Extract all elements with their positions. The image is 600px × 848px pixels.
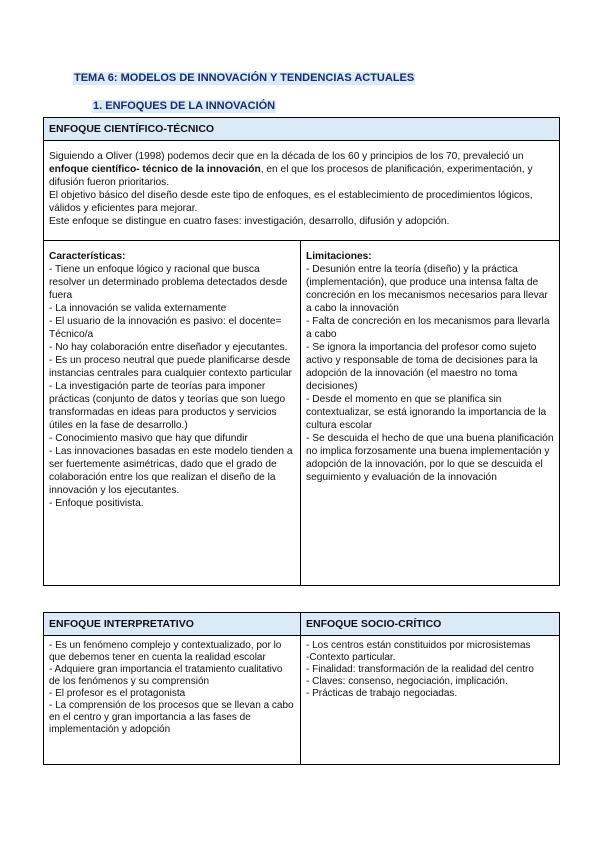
sociocritico-header: ENFOQUE SOCIO-CRÍTICO: [301, 613, 560, 636]
intro-paragraph-3: Este enfoque se distingue en cuatro fases: investigación, desarrollo, difusión y adopción.: [49, 216, 450, 227]
caracteristicas-title: Características:: [49, 251, 126, 262]
list-item: - La comprensión de los procesos que se llevan a cabo en el centro y gran importancia a las fases de implementación y adopción: [49, 700, 294, 735]
list-item: - La innovación se valida externamente: [49, 303, 227, 314]
cientifico-tecnico-table: [43, 117, 560, 586]
list-item: - Se ignora la importancia del profesor como sujeto activo y responsable de toma de decisiones para la adopción de la innovación (el maestro no toma decisiones): [306, 342, 538, 392]
interpretativo-header: ENFOQUE INTERPRETATIVO: [44, 613, 301, 636]
list-item: - El usuario de la innovación es pasivo: el docente= Técnico/a: [49, 316, 282, 340]
list-item: - La investigación parte de teorías para imponer prácticas (conjunto de datos y teorías que son luego transformadas en ideas para productos y servicios útiles en la fase de desarrollo.): [49, 381, 286, 431]
limitaciones-title: Limitaciones:: [306, 251, 372, 262]
cientifico-tecnico-header: ENFOQUE CIENTÍFICO-TÉCNICO: [44, 118, 560, 141]
list-item: - Desunión entre la teoría (diseño) y la práctica (implementación), que produce una intensa falta de concreción en los mecanismos necesarios para llevar a cabo la innovación: [306, 264, 548, 314]
interpretativo-sociocritico-table: [43, 612, 560, 765]
list-item: - Enfoque positivista.: [49, 498, 144, 509]
limitaciones-cell: [301, 241, 560, 586]
list-item: - Los centros están constituidos por microsistemas: [306, 640, 531, 651]
document-title: TEMA 6: MODELOS DE INNOVACIÓN Y TENDENCIAS ACTUALES: [74, 72, 415, 84]
section-heading: 1. ENFOQUES DE LA INNOVACIÓN: [93, 100, 276, 112]
caracteristicas-cell: [44, 241, 301, 586]
list-item: - Falta de concreción en los mecanismos para llevarla a cabo: [306, 316, 550, 340]
interpretativo-cell: [44, 636, 301, 765]
list-item: - Claves: consenso, negociación, implicación.: [306, 676, 508, 687]
intro-bold-term: enfoque científico- técnico de la innovación: [49, 164, 261, 175]
list-item: -Contexto particular.: [306, 652, 396, 663]
list-item: - Desde el momento en que se planifica sin contextualizar, se está ignorando la importancia de la cultura escolar: [306, 394, 547, 431]
list-item: - Prácticas de trabajo negociadas.: [306, 688, 458, 699]
list-item: - No hay colaboración entre diseñador y ejecutantes.: [49, 342, 288, 353]
sociocritico-cell: [301, 636, 560, 765]
cientifico-tecnico-intro: [44, 141, 560, 241]
list-item: - Conocimiento masivo que hay que difundir: [49, 433, 248, 444]
list-item: - Tiene un enfoque lógico y racional que busca resolver un determinado problema detectados desde fuera: [49, 264, 288, 301]
intro-paragraph-2: El objetivo básico del diseño desde este tipo de enfoques, es el establecimiento de procedimientos lógicos, válidos y eficientes para mejorar.: [49, 190, 533, 214]
intro-paragraph-1: Siguiendo a Oliver (1998) podemos decir que en la década de los 60 y principios de los 70, prevaleció un enfoque científico- técnico de la innovación, en el que los procesos de planificación, experimentación, y difusión fueron prioritarios.: [49, 151, 533, 188]
list-item: - El profesor es el protagonista: [49, 688, 186, 699]
list-item: - Es un proceso neutral que puede planificarse desde instancias centrales para cualquier contexto particular: [49, 355, 292, 379]
list-item: - Se descuida el hecho de que una buena planificación no implica forzosamente una buena implementación y adopción de la innovación, por lo que se descuida el seguimiento y evaluación de la innovación: [306, 433, 554, 483]
list-item: - Las innovaciones basadas en este modelo tienden a ser fuertemente asimétricas, dado que el grado de colaboración entre los que realizan el diseño de la innovación y los ejecutantes.: [49, 446, 293, 496]
list-item: - Finalidad: transformación de la realidad del centro: [306, 664, 534, 675]
list-item: - Adquiere gran importancia el tratamiento cualitativo de los fenómenos y su comprensión: [49, 664, 283, 687]
list-item: - Es un fenómeno complejo y contextualizado, por lo que debemos tener en cuenta la realidad escolar: [49, 640, 282, 663]
